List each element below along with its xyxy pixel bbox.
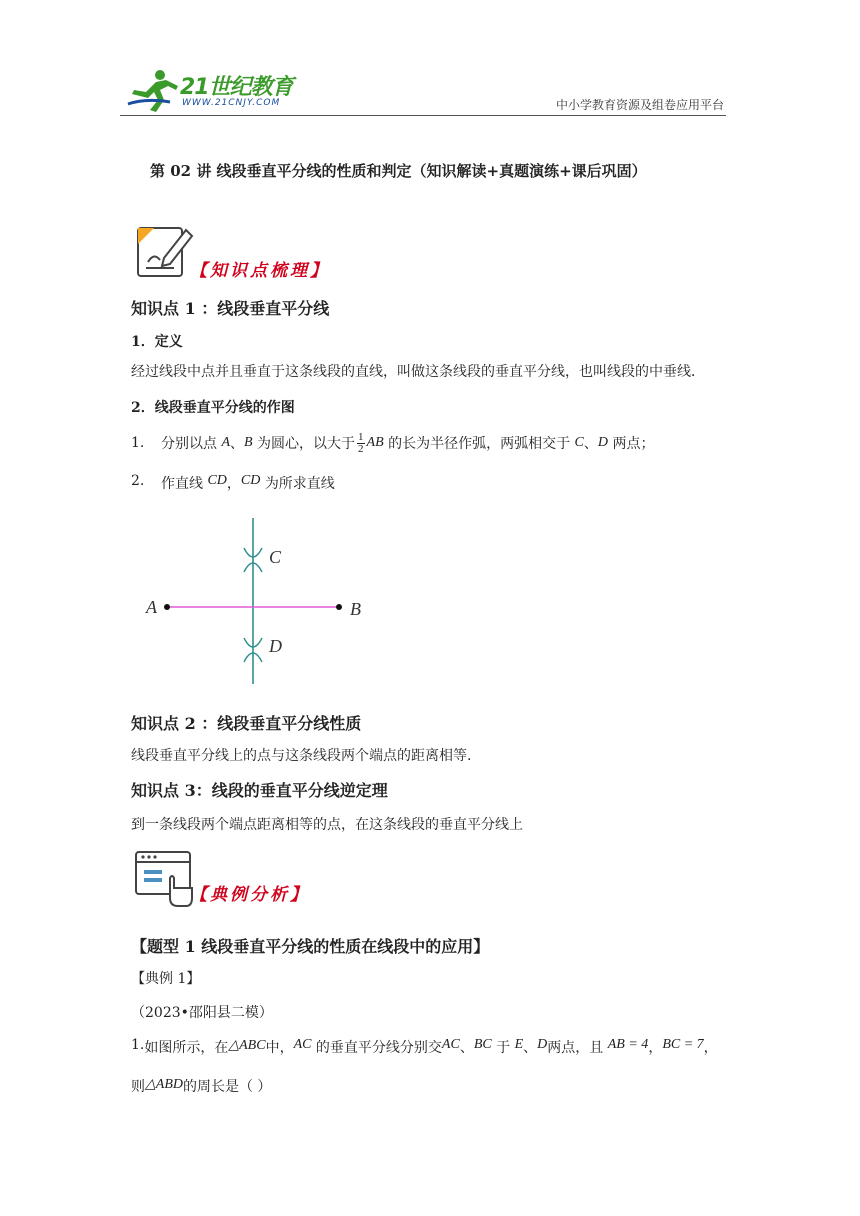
point-label: D	[597, 435, 609, 450]
point-label: E	[514, 1037, 524, 1052]
point-label: D	[537, 1037, 548, 1052]
header	[120, 62, 726, 118]
triangle-label: △ABC	[228, 1038, 266, 1053]
step-text: 分别以点	[161, 436, 217, 452]
notebook-pencil-icon	[134, 222, 198, 280]
section-banner-examples: 【典例分析】	[190, 885, 310, 905]
segment-label: AB	[366, 435, 384, 450]
fraction-numerator: 1	[358, 430, 364, 443]
runner-logo-icon	[126, 68, 180, 114]
equation-bc: BC = 7	[662, 1037, 704, 1052]
step-text: 的长为半径作弧，两弧相交于	[388, 436, 571, 452]
question-line-2	[131, 1076, 271, 1096]
logo-url: WWW.21CNJY.COM	[182, 98, 281, 108]
header-rule	[120, 115, 726, 116]
step-text: 、	[583, 436, 598, 452]
question-text: 、	[523, 1040, 538, 1056]
step-text: ，	[226, 476, 241, 492]
construct-step-2	[131, 473, 335, 493]
logo-text: 21世纪教育	[180, 75, 293, 100]
question-text: 的周长是（ ）	[182, 1079, 272, 1095]
kp1-title: 知识点 1 ：线段垂直平分线	[131, 299, 330, 318]
segment-label: AC	[293, 1037, 312, 1052]
question-text: 的垂直平分线分别交	[315, 1040, 442, 1056]
step-number: 2.	[131, 473, 145, 489]
question-text: 两点，且	[547, 1040, 604, 1056]
point-label: C	[574, 435, 584, 450]
construct-step-1	[131, 430, 654, 456]
kp3-title: 知识点 3：线段的垂直平分线逆定理	[131, 781, 388, 800]
kp1-definition: 经过线段中点并且垂直于这条线段的直线，叫做这条线段的垂直平分线，也叫线段的中垂线．	[131, 364, 705, 380]
point-label: A	[221, 435, 231, 450]
type1-title: 【题型 1 线段垂直平分线的性质在线段中的应用】	[131, 937, 490, 956]
kp2-body: 线段垂直平分线上的点与这条线段两个端点的距离相等.	[131, 748, 472, 764]
label-c: C	[269, 547, 282, 567]
question-source: （2023•邵阳县二模）	[131, 1005, 273, 1021]
point-b	[336, 604, 342, 610]
question-text: 、	[459, 1040, 474, 1056]
step-text: 、	[230, 436, 245, 452]
question-text: 则	[131, 1079, 145, 1095]
kp1-heading-construct: 2．线段垂直平分线的作图	[131, 400, 295, 416]
fraction-denominator: 2	[358, 442, 364, 455]
label-a: A	[146, 597, 157, 617]
question-text: 中，	[265, 1040, 294, 1056]
browser-click-icon	[134, 848, 198, 910]
segment-label: BC	[473, 1037, 492, 1052]
question-text: 于	[496, 1040, 511, 1056]
perpendicular-bisector-diagram	[140, 512, 380, 692]
page-title: 第 02 讲 线段垂直平分线的性质和判定（知识解读+真题演练+课后巩固）	[150, 162, 647, 180]
example-label: 【典例 1】	[131, 971, 201, 987]
equation-ab: AB = 4	[607, 1037, 649, 1052]
label-d: D	[269, 636, 282, 656]
question-line-1	[131, 1037, 718, 1057]
point-a	[164, 604, 170, 610]
triangle-label: △ABD	[145, 1077, 183, 1092]
kp1-heading-def: 1．定义	[131, 334, 183, 350]
line-label: CD	[240, 473, 261, 488]
question-number: 1.	[131, 1037, 145, 1053]
step-text: 作直线	[161, 476, 203, 492]
kp2-title: 知识点 2 ：线段垂直平分线性质	[131, 714, 362, 733]
section-banner-knowledge: 【知识点梳理】	[190, 261, 330, 281]
question-text: ，	[703, 1040, 718, 1056]
kp3-body: 到一条线段两个端点距离相等的点，在这条线段的垂直平分线上	[131, 817, 523, 833]
question-text: 如图所示，在	[144, 1040, 229, 1056]
label-b: B	[350, 599, 361, 619]
question-text: ，	[648, 1040, 663, 1056]
point-label: B	[244, 435, 253, 450]
fraction-half	[357, 432, 365, 455]
step-text: 为所求直线	[264, 476, 335, 492]
line-label: CD	[207, 473, 227, 488]
platform-name: 中小学教育资源及组卷应用平台	[555, 98, 724, 112]
step-number: 1.	[131, 435, 145, 451]
segment-label: AC	[441, 1037, 460, 1052]
step-text: 为圆心，以大于	[257, 436, 356, 452]
step-text: 两点；	[612, 436, 655, 452]
